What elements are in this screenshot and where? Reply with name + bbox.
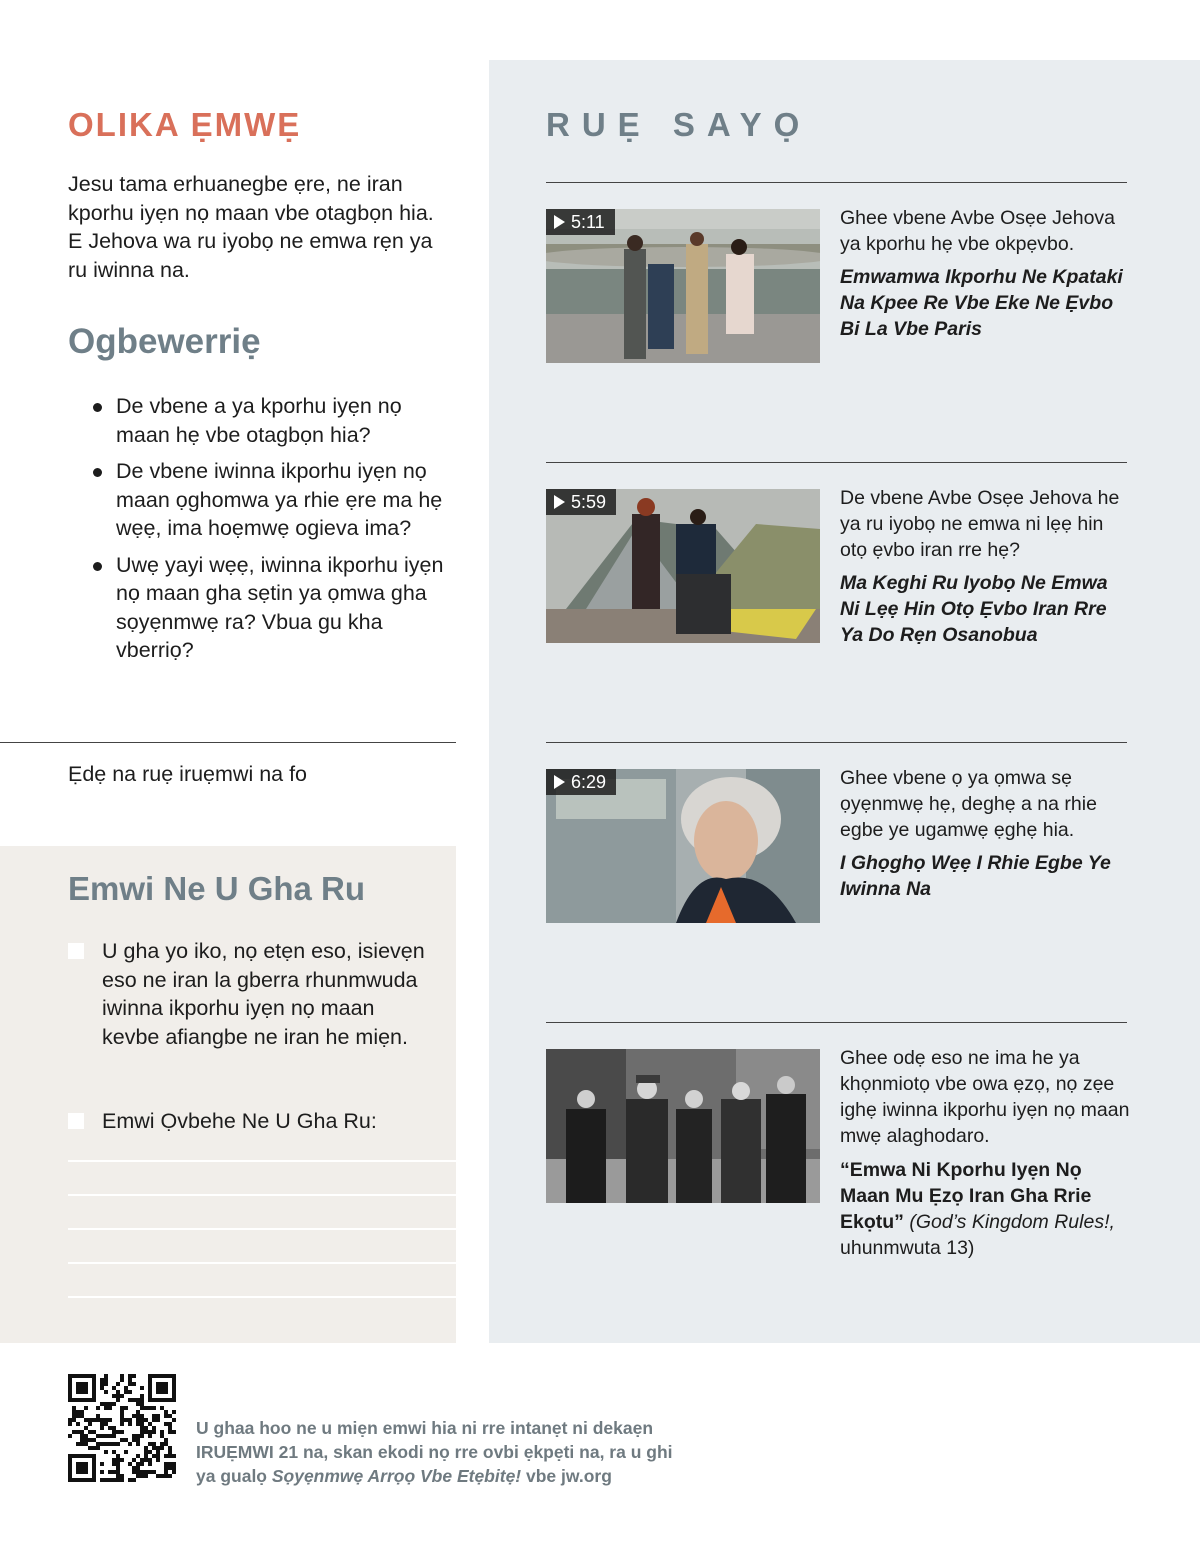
video-duration: 6:29 [546,769,616,795]
divider [546,1022,1127,1023]
write-line[interactable] [68,1194,456,1196]
date-completed-label: Ẹdẹ na ruẹ iruẹmwi na fo [68,762,308,786]
ogbewerrie-title: Ogbewerriẹ [68,322,261,361]
todo-title: Emwi Ne U Gha Ru [68,870,366,907]
question-list [92,392,454,673]
footer-text: U ghaa hoo ne u miẹn emwi hia ni rre intanẹt ni dekaẹn IRUẸMWI 21 na, skan ekodi nọ rre ovbi ẹkpẹti na, ra u ghi ya gualọ Sọyẹnmwẹ Arrọọ Vbe Etẹbitẹ! vbe jw.org [196,1418,673,1486]
video-description: De vbene Avbe Osẹe Jehova he ya ru iyobọ ne emwa ni lẹẹ hin otọ ẹvbo iran rre hẹ? [840,487,1120,561]
todo-panel [0,846,456,1343]
write-line[interactable] [68,1262,456,1264]
todo-item [68,1107,428,1136]
video-title[interactable]: I Ghọghọ Wẹẹ I Rhie Egbe Ye Iwinna Na [840,852,1111,900]
video-thumbnail[interactable] [546,769,820,923]
olika-title: OLIKA ẸMWẸ [68,106,302,143]
video-title[interactable]: Emwamwa Ikporhu Ne Kpataki Na Kpee Re Vbe Eke Ne Ẹvbo Bi La Vbe Paris [840,266,1123,340]
checkbox[interactable] [68,943,84,959]
todo-item [68,937,428,1051]
divider [546,742,1127,743]
todo-item-text: U gha yo iko, nọ etẹn eso, isievẹn eso ne iran la gberra rhunmwuda iwinna ikporhu iyẹn nọ maan kevbe afiangbe ne iran he miẹn. [102,939,425,1049]
rue-sayo-title: RUẸ SAYỌ [546,106,812,143]
item-description: Ghee odẹ eso ne ima he ya khọnmiotọ vbe owa ẹzọ, nọ zẹe ighẹ iwinna ikporhu iyẹn nọ maan mwẹ alaghodaro. [840,1047,1130,1147]
question-item: Uwẹ yayi wẹẹ, iwinna ikporhu iyẹn nọ maan gha sẹtin ya ọmwa gha sọyẹnmwẹ ra? Vbua gu kha vberriọ? [92,551,454,665]
divider [546,182,1127,183]
checkbox[interactable] [68,1113,84,1129]
todo-item-text: Emwi Ọvbehe Ne U Gha Ru: [102,1109,377,1133]
video-thumbnail[interactable] [546,209,820,363]
video-description: Ghee vbene Avbe Osẹe Jehova ya kporhu hẹ vbe okpẹvbo. [840,207,1116,255]
play-icon [554,775,565,789]
write-line[interactable] [68,1160,456,1162]
video-description: Ghee vbene ọ ya ọmwa sẹ ọyẹnmwẹ hẹ, deghẹ a na rhie egbe ye ugamwẹ ẹghẹ hia. [840,767,1097,841]
divider [546,462,1127,463]
question-item: De vbene iwinna ikporhu iyẹn nọ maan ọghomwa ya rhie ẹre ma hẹ wẹẹ, ima hoẹmwẹ ogieva ima? [92,457,454,543]
question-item: De vbene a ya kporhu iyẹn nọ maan hẹ vbe otagbọn hia? [92,392,454,449]
video-title[interactable]: Ma Keghi Ru Iyobọ Ne Emwa Ni Lẹẹ Hin Otọ Ẹvbo Iran Rre Ya Do Rẹn Osanobua [840,572,1108,646]
write-line[interactable] [68,1296,456,1298]
play-icon [554,215,565,229]
video-thumbnail[interactable] [546,489,820,643]
qr-code[interactable] [68,1374,176,1482]
video-duration: 5:59 [546,489,616,515]
olika-text: Jesu tama erhuanegbe ẹre, ne iran kporhu iyẹn nọ maan vbe otagbọn hia. E Jehova wa ru iyobọ ne emwa rẹn ya ru iwinna na. [68,172,434,282]
video-duration: 5:11 [546,209,615,235]
divider [0,742,456,743]
title-reference: (God’s Kingdom Rules!, [909,1211,1115,1233]
historical-photo [546,1049,820,1203]
write-line[interactable] [68,1228,456,1230]
title-reference-tail: uhunmwuta 13) [840,1237,975,1259]
item-title[interactable]: “Emwa Ni Kporhu Iyẹn Nọ Maan Mu Ẹzọ Iran Gha Rrie Ekọtu” (God’s Kingdom Rules!, uhunmwuta 13) [840,1159,1115,1259]
play-icon [554,495,565,509]
